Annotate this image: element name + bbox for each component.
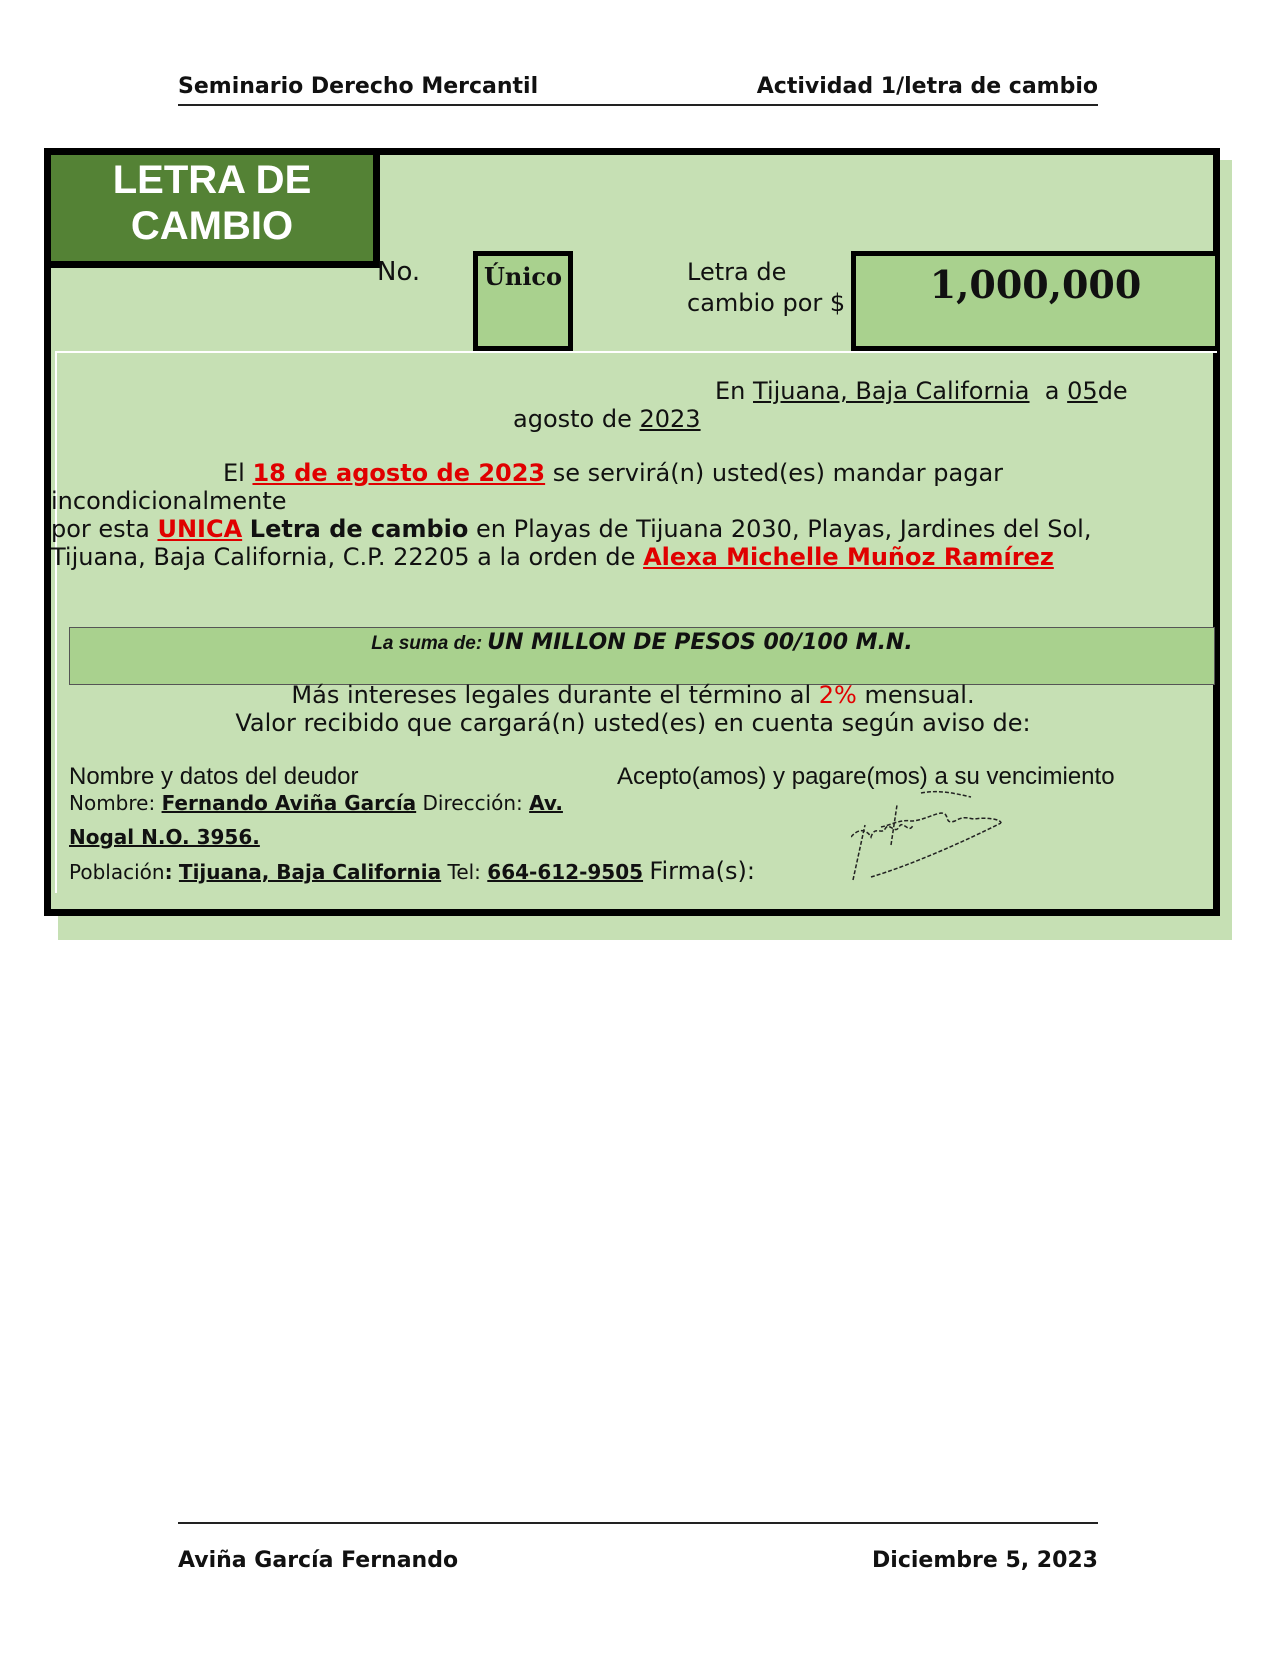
accept-label: Acepto(amos) y pagare(mos) a su vencimiento — [617, 763, 1115, 790]
por-esta: por esta — [51, 515, 150, 543]
value-received-line: Valor recibido que cargará(n) usted(es) en cuenta según aviso de: — [235, 709, 1031, 737]
month-year-line — [513, 405, 701, 433]
day-value: 05 — [1067, 377, 1098, 405]
sum-value: UN MILLON DE PESOS 00/100 M.N. — [487, 630, 913, 655]
address-text-2: Tijuana, Baja California, C.P. 22205 a la orden de — [51, 543, 636, 571]
payment-line — [223, 459, 1003, 487]
amount-label: Letra de cambio por $ — [687, 258, 846, 317]
beneficiary-line — [51, 543, 1054, 571]
no-label: No. — [377, 257, 421, 287]
debtor-name-line — [69, 791, 563, 815]
form-title — [51, 155, 380, 268]
population-colon: : — [164, 860, 173, 884]
day-prefix: a — [1044, 377, 1060, 405]
header-course: Seminario Derecho Mercantil — [178, 74, 539, 99]
name-value: Fernando Aviña García — [161, 791, 417, 815]
address-value-2: Nogal N.O. 3956. — [69, 825, 260, 849]
header-activity: Actividad 1/letra de cambio — [756, 74, 1098, 99]
pay-text: se servirá(n) usted(es) mandar pagar — [552, 459, 1004, 487]
amount-field: 1,000,000 — [851, 251, 1215, 351]
footer-rule — [178, 1522, 1098, 1524]
place-date-line — [715, 377, 1128, 405]
form-title-line1: LETRA DE — [112, 158, 312, 202]
name-label: Nombre: — [69, 791, 156, 815]
phone-label: Tel: — [447, 860, 481, 884]
form-title-line2: CAMBIO — [130, 204, 294, 248]
address-line-2 — [69, 825, 260, 849]
pay-prefix: El — [223, 459, 245, 487]
signature-image — [851, 785, 1051, 885]
letra-cambio-text: Letra de cambio — [249, 515, 469, 543]
population-value: Tijuana, Baja California — [178, 860, 442, 884]
interest-line — [51, 681, 1215, 709]
place-prefix: En — [715, 377, 746, 405]
year-value: 2023 — [639, 405, 701, 433]
phone-value: 664-612-9505 — [487, 860, 644, 884]
sum-field — [69, 627, 1215, 685]
unica-value: UNICA — [157, 515, 243, 543]
interest-prefix: Más intereses legales durante el término al — [291, 681, 812, 709]
letra-de-cambio-form — [44, 148, 1220, 916]
address-value-1: Av. — [529, 791, 563, 815]
population-line — [69, 857, 755, 885]
footer-date: Diciembre 5, 2023 — [872, 1548, 1098, 1573]
place-value: Tijuana, Baja California — [753, 377, 1030, 405]
sum-label: La suma de: — [371, 633, 483, 654]
interest-suffix: mensual. — [864, 681, 975, 709]
day-suffix: de — [1097, 377, 1128, 405]
debtor-label: Nombre y datos del deudor — [69, 763, 359, 790]
address-label: Dirección: — [422, 791, 523, 815]
interest-rate: 2% — [818, 681, 857, 709]
beneficiary-name: Alexa Michelle Muñoz Ramírez — [643, 543, 1054, 571]
number-field: Único — [473, 251, 573, 351]
footer-author: Aviña García Fernando — [178, 1548, 459, 1573]
unica-line — [51, 515, 1091, 543]
signature-label: Firma(s): — [649, 857, 755, 885]
month-prefix: agosto de — [513, 405, 632, 433]
page-header — [178, 72, 1098, 106]
address-text: en Playas de Tijuana 2030, Playas, Jardines del Sol, — [476, 515, 1092, 543]
payment-line-2: incondicionalmente — [51, 487, 287, 515]
population-label: Población — [69, 860, 165, 884]
pay-date: 18 de agosto de 2023 — [252, 459, 546, 487]
